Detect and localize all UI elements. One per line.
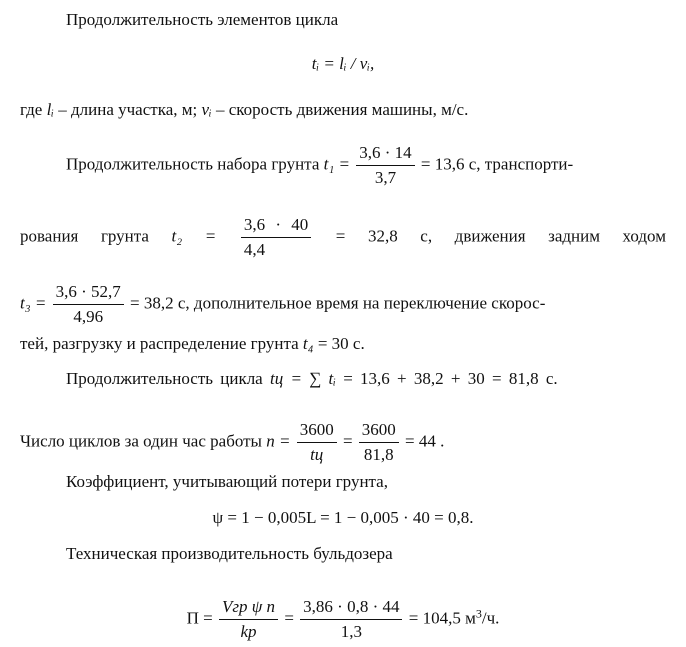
fraction-vgr-psi-n-kp: $\frac{\text{Vгр ψ n}}{kр}$	[219, 597, 278, 642]
formula-psi: ψ = 1 − 0,005L = 1 − 0,005 · 40 = 0,8.	[212, 508, 474, 527]
t1-fill-line: Продолжительность набора грунта t₁ = $\frac{3,6 \cdot 14}{3,7}$ = 13,6 с, транспорти-	[66, 143, 574, 187]
heading-cycle-elements: Продолжительность элементов цикла	[66, 10, 339, 29]
fraction-t3: $\frac{3,6 \cdot 52,7}{4,96}$	[53, 282, 124, 327]
cycles-per-hour-line: Число циклов за один час работы n = $\frac{3600}{tц}$ = $\frac{3600}{81,8}$ = 44 .	[20, 420, 445, 464]
t4-extra-time-line: тей, разгрузку и распределение грунта t₄ = 30 с.	[20, 334, 365, 353]
t2-transport-line: рования грунта t₂ = $\frac{3,6 \cdot 40}{4,4}$ = 32,8 с, движения задним ходом	[20, 215, 666, 259]
where-definition-line: где lᵢ – длина участка, м; vᵢ – скорость движения машины, м/с.	[20, 100, 469, 119]
fraction-productivity-values: $\frac{3,86 \cdot 0,8 \cdot 44}{1,3}$	[300, 597, 402, 642]
fraction-t2: $\frac{3,6 \cdot 40}{4,4}$	[241, 215, 311, 260]
productivity-heading: Техническая производительность бульдозера	[66, 544, 393, 563]
formula-productivity: П = $\frac{\text{Vгр ψ n}}{kр}$ = $\frac{3,86 \cdot 0,8 \cdot 44}{1,3}$ = 104,5 $м^3/ч$.	[186, 597, 500, 641]
formula-ti-definition: tᵢ = lᵢ / vᵢ,	[311, 54, 375, 73]
fraction-t1: $\frac{3,6 \cdot 14}{3,7}$	[356, 143, 414, 188]
fraction-3600-tc: $\frac{3600}{tц}$	[297, 420, 337, 465]
loss-coefficient-heading: Коэффициент, учитывающий потери грунта,	[66, 472, 388, 491]
cycle-duration-line: Продолжительность цикла tц = ∑ tᵢ = 13,6 + 38,2 + 30 = 81,8 с.	[66, 369, 558, 388]
t3-reverse-line: t₃ = $\frac{3,6 \cdot 52,7}{4,96}$ = 38,2 с, дополнительное время на переключение скорос-	[20, 282, 546, 326]
fraction-3600-81-8: $\frac{3600}{81,8}$	[359, 420, 399, 465]
